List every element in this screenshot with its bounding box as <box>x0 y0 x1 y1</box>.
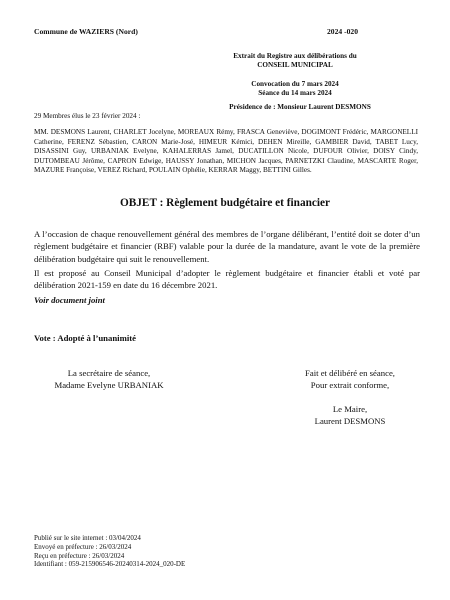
secretary-title: La secrétaire de séance, <box>67 368 151 378</box>
mayor-title: Le Maire, <box>332 404 368 414</box>
vote-result: Vote : Adopté à l’unanimité <box>34 333 136 343</box>
deliberation-statement: Fait et délibéré en séance, <box>305 368 395 378</box>
session-date: Séance du 14 mars 2024 <box>258 89 332 98</box>
body-paragraph-1: A l’occasion de chaque renouvellement général des membres de l’organe délibérant, l’entité doit se doter d’un règlement budgétaire et financier (RBF) valable pour la durée de la mandature, avant le vote de la première délibération budgétaire qui suit le renouvellement. <box>34 229 420 264</box>
object-title: OBJET : Règlement budgétaire et financier <box>119 197 331 209</box>
published-date: Publié sur le site internet : 03/04/2024 <box>34 534 141 542</box>
secretary-signature-block <box>34 367 184 391</box>
extract-block <box>215 52 375 70</box>
secretary-name: Madame Evelyne URBANIAK <box>54 380 164 390</box>
extract-line-1: Extrait du Registre aux délibérations du <box>233 52 357 60</box>
convocation-block <box>215 80 375 98</box>
commune-name: Commune de WAZIERS (Nord) <box>34 27 138 36</box>
members-heading: 29 Membres élus le 23 février 2024 : <box>34 112 141 120</box>
received-date: Reçu en préfecture : 26/03/2024 <box>34 551 125 560</box>
presidence: Présidence de : Monsieur Laurent DESMONS <box>229 103 371 111</box>
members-list: MM. DESMONS Laurent, CHARLET Jocelyne, MOREAUX Rémy, FRASCA Geneviève, DOGIMONT Frédéric, MARGONELLI Catherine, FERENZ Sébastien, CARON Marie-José, HIMEUR Kémici, DEHEN Mireille, GAMBIER David, TABET Lucy, DISASSINI Guy, URBANIAK Evelyne, KAHALERRAS Jamel, DUCATILLON Nicole, DUFOUR Olivier, DOISY Cindy, DUTOMBEAU Jérôme, CAPRON Edwige, HAUSSY Jonathan, MICHON Jacques, PARNETZKI Claudine, MASCARTE Roger, MAZURE Françoise, VEREZ Richard, POULAIN Ophélie, KERRAR Maggy, BETTINI Gilles. <box>34 128 418 175</box>
deliberation-number: 2024 -020 <box>327 27 359 36</box>
act-identifier: Identifiant : 059-215906546-20240314-2024_020-DE <box>34 560 186 569</box>
transmission-footer <box>34 534 185 569</box>
conformity-statement: Pour extrait conforme, <box>310 380 390 390</box>
mayor-signature-block <box>290 367 410 427</box>
see-attached-note: Voir document joint <box>34 295 105 305</box>
sent-date: Envoyé en préfecture : 26/03/2024 <box>34 542 132 551</box>
mayor-name: Laurent DESMONS <box>314 416 386 426</box>
convocation-date: Convocation du 7 mars 2024 <box>251 80 339 88</box>
body-paragraph-2: Il est proposé au Conseil Municipal d’adopter le règlement budgétaire et financier établi et voté par délibération 2021-159 en date du 16 décembre 2021. <box>34 268 420 291</box>
extract-line-2: CONSEIL MUNICIPAL <box>257 61 333 70</box>
